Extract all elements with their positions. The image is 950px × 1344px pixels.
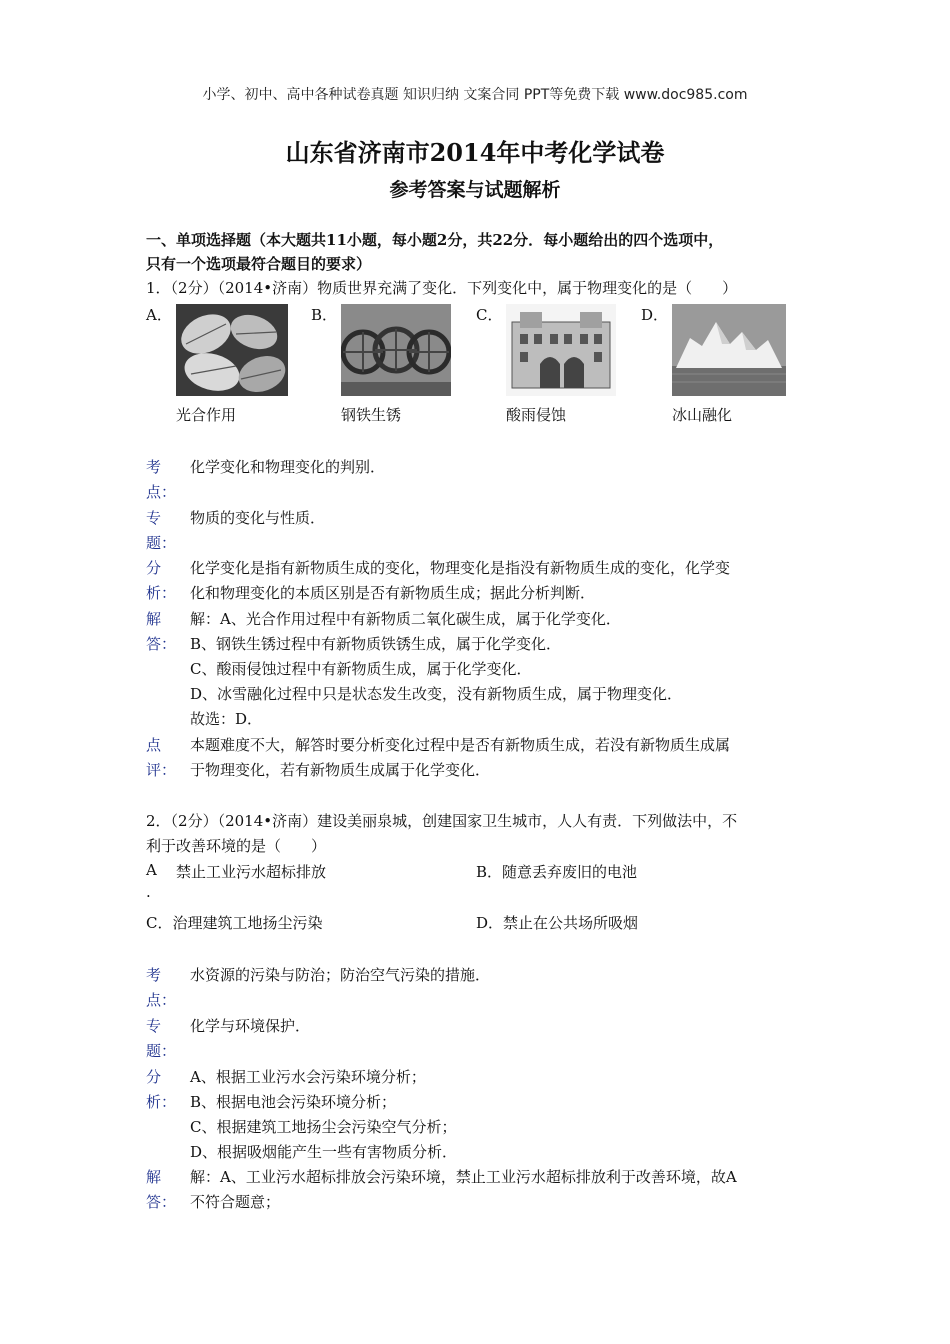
q2-kaodian-text: 水资源的污染与防治；防治空气污染的措施． — [190, 966, 491, 984]
q2-jieda-label-2: 答： — [146, 1193, 177, 1211]
q2-fenxi-line: C、根据建筑工地扬尘会污染空气分析； — [190, 1118, 457, 1136]
q1-fenxi-label-2: 析： — [146, 584, 177, 602]
q1-jieda-line: B、钢铁生锈过程中有新物质铁锈生成，属于化学变化． — [190, 635, 562, 653]
q1-option-d-caption: 冰山融化 — [672, 406, 733, 424]
q1-zhuanti-label-1: 专 — [146, 509, 162, 527]
rusty-wheels-photo — [341, 304, 451, 396]
section-heading-line1: 一、单项选择题（本大题共11小题，每小题2分，共22分．每小题给出的四个选项中， — [146, 231, 724, 249]
q1-jieda-line: 故选：D． — [190, 710, 263, 728]
q1-dianping-line: 本题难度不大，解答时要分析变化过程中是否有新物质生成，若没有新物质生成属 — [190, 736, 731, 754]
q1-zhuanti-text: 物质的变化与性质． — [190, 509, 326, 527]
q2-fenxi-line: D、根据吸烟能产生一些有害物质分析． — [190, 1143, 458, 1161]
q1-fenxi-line: 化学变化是指有新物质生成的变化，物理变化是指没有新物质生成的变化，化学变 — [190, 559, 731, 577]
q2-option-a-letter: A — [146, 861, 157, 879]
q1-fenxi-line: 化和物理变化的本质区别是否有新物质生成；据此分析判断． — [190, 584, 596, 602]
q1-option-a-caption: 光合作用 — [176, 406, 237, 424]
q2-option-c: C．治理建筑工地扬尘污染 — [146, 914, 323, 932]
q2-zhuanti-label-1: 专 — [146, 1017, 162, 1035]
ancient-gate-photo — [506, 304, 616, 396]
leaf-photo — [176, 304, 288, 396]
q2-stem-line2: 利于改善环境的是（ ） — [146, 837, 327, 855]
q1-option-c-letter: C． — [476, 306, 503, 324]
q2-fenxi-label-2: 析： — [146, 1093, 177, 1111]
q2-jieda-line: 不符合题意； — [190, 1193, 281, 1211]
q2-kaodian-label-1: 考 — [146, 966, 162, 984]
q1-option-a-letter: A． — [146, 306, 172, 324]
q1-kaodian-label-1: 考 — [146, 458, 162, 476]
q1-stem: 1．（2分）（2014•济南）物质世界充满了变化．下列变化中，属于物理变化的是（ ） — [146, 279, 738, 297]
q1-jieda-line: D、冰雪融化过程中只是状态发生改变，没有新物质生成，属于物理变化． — [190, 685, 683, 703]
q1-option-b-caption: 钢铁生锈 — [341, 406, 402, 424]
q1-option-c-caption: 酸雨侵蚀 — [506, 406, 567, 424]
q2-jieda-label-1: 解 — [146, 1168, 162, 1186]
q1-kaodian-label-2: 点： — [146, 483, 177, 501]
q1-fenxi-label-1: 分 — [146, 559, 162, 577]
page-header-banner: 小学、初中、高中各种试卷真题 知识归纳 文案合同 PPT等免费下载 www.doc985.com — [202, 87, 748, 103]
q1-dianping-label-1: 点 — [146, 736, 162, 754]
q2-option-b: B．随意丢弃废旧的电池 — [476, 863, 638, 881]
q1-zhuanti-label-2: 题： — [146, 534, 177, 552]
q1-kaodian-text: 化学变化和物理变化的判别． — [190, 458, 386, 476]
q2-zhuanti-label-2: 题： — [146, 1042, 177, 1060]
q2-fenxi-line: A、根据工业污水会污染环境分析； — [190, 1068, 426, 1086]
q2-zhuanti-text: 化学与环境保护． — [190, 1017, 311, 1035]
q2-fenxi-label-1: 分 — [146, 1068, 162, 1086]
q1-jieda-label-2: 答： — [146, 635, 177, 653]
page-title: 山东省济南市2014年中考化学试卷 — [285, 138, 665, 167]
q2-kaodian-label-2: 点： — [146, 991, 177, 1009]
page-subtitle: 参考答案与试题解析 — [389, 179, 561, 201]
q2-option-a-dot: . — [146, 883, 151, 901]
q1-dianping-label-2: 评： — [146, 761, 177, 779]
iceberg-photo — [672, 304, 786, 396]
q1-option-b-letter: B． — [311, 306, 338, 324]
q1-dianping-line: 于物理变化，若有新物质生成属于化学变化． — [190, 761, 491, 779]
q1-jieda-line: 解：A、光合作用过程中有新物质二氧化碳生成，属于化学变化． — [190, 610, 621, 628]
q2-stem-line1: 2．（2分）（2014•济南）建设美丽泉城，创建国家卫生城市，人人有责．下列做法中，不 — [146, 812, 738, 830]
section-heading-line2: 只有一个选项最符合题目的要求） — [146, 255, 372, 273]
q2-option-a-text: 禁止工业污水超标排放 — [176, 863, 327, 881]
q1-option-d-letter: D． — [641, 306, 669, 324]
q1-jieda-line: C、酸雨侵蚀过程中有新物质生成，属于化学变化． — [190, 660, 532, 678]
q2-fenxi-line: B、根据电池会污染环境分析； — [190, 1093, 397, 1111]
q2-option-d: D．禁止在公共场所吸烟 — [476, 914, 639, 932]
q2-jieda-line: 解：A、工业污水超标排放会污染环境，禁止工业污水超标排放利于改善环境，故A — [190, 1168, 737, 1186]
q1-jieda-label-1: 解 — [146, 610, 162, 628]
